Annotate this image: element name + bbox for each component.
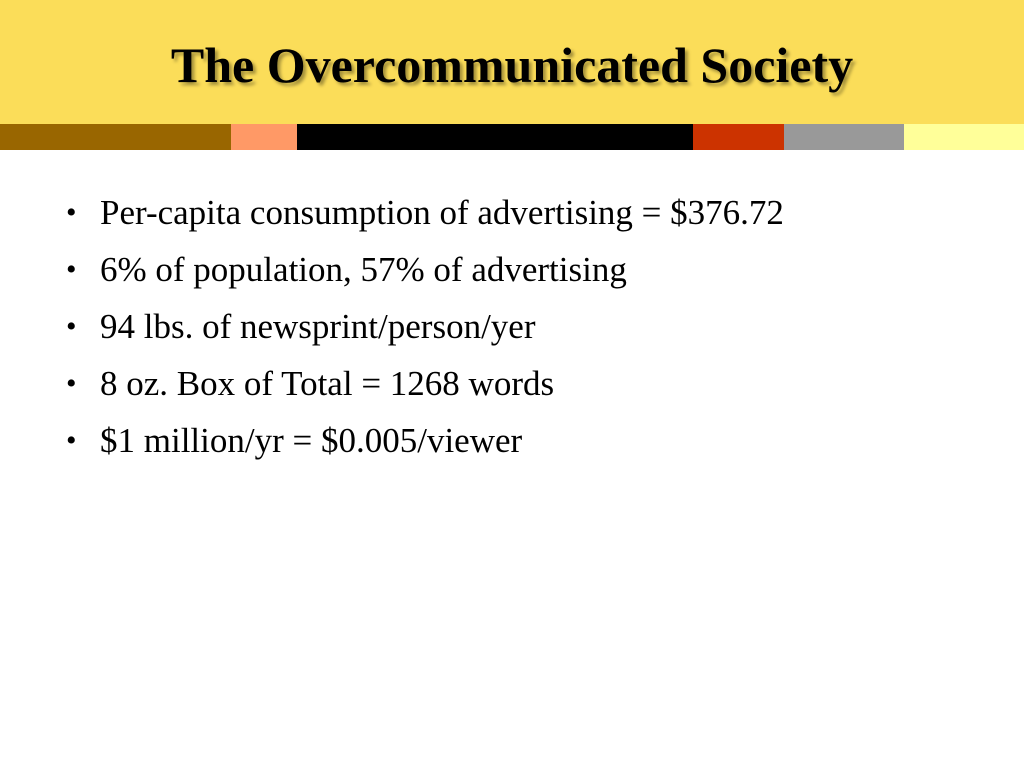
bullet-text: 6% of population, 57% of advertising xyxy=(100,250,627,289)
bullet-item xyxy=(64,241,984,298)
stripe-segment-brown xyxy=(0,124,231,150)
bullet-icon: • xyxy=(66,367,77,400)
stripe-segment-black xyxy=(297,124,693,150)
bullet-text: Per-capita consumption of advertising = $376.72 xyxy=(100,193,784,232)
bullet-text: $1 million/yr = $0.005/viewer xyxy=(100,421,523,460)
bullet-icon: • xyxy=(66,253,77,286)
bullet-icon: • xyxy=(66,310,77,343)
stripe-segment-red xyxy=(693,124,784,150)
bullet-item xyxy=(64,298,984,355)
bullet-list xyxy=(64,184,984,469)
bullet-item xyxy=(64,184,984,241)
decorative-color-stripe xyxy=(0,124,1024,150)
bullet-item xyxy=(64,412,984,469)
stripe-segment-salmon xyxy=(231,124,297,150)
bullet-icon: • xyxy=(66,424,77,457)
slide-title: The Overcommunicated Society xyxy=(170,37,854,93)
bullet-icon: • xyxy=(66,196,77,229)
stripe-segment-gray xyxy=(784,124,904,150)
stripe-segment-light-yellow xyxy=(904,124,1024,150)
bullet-text: 8 oz. Box of Total = 1268 words xyxy=(100,364,555,403)
bullet-item xyxy=(64,355,984,412)
bullet-text: 94 lbs. of newsprint/person/yer xyxy=(100,307,536,346)
